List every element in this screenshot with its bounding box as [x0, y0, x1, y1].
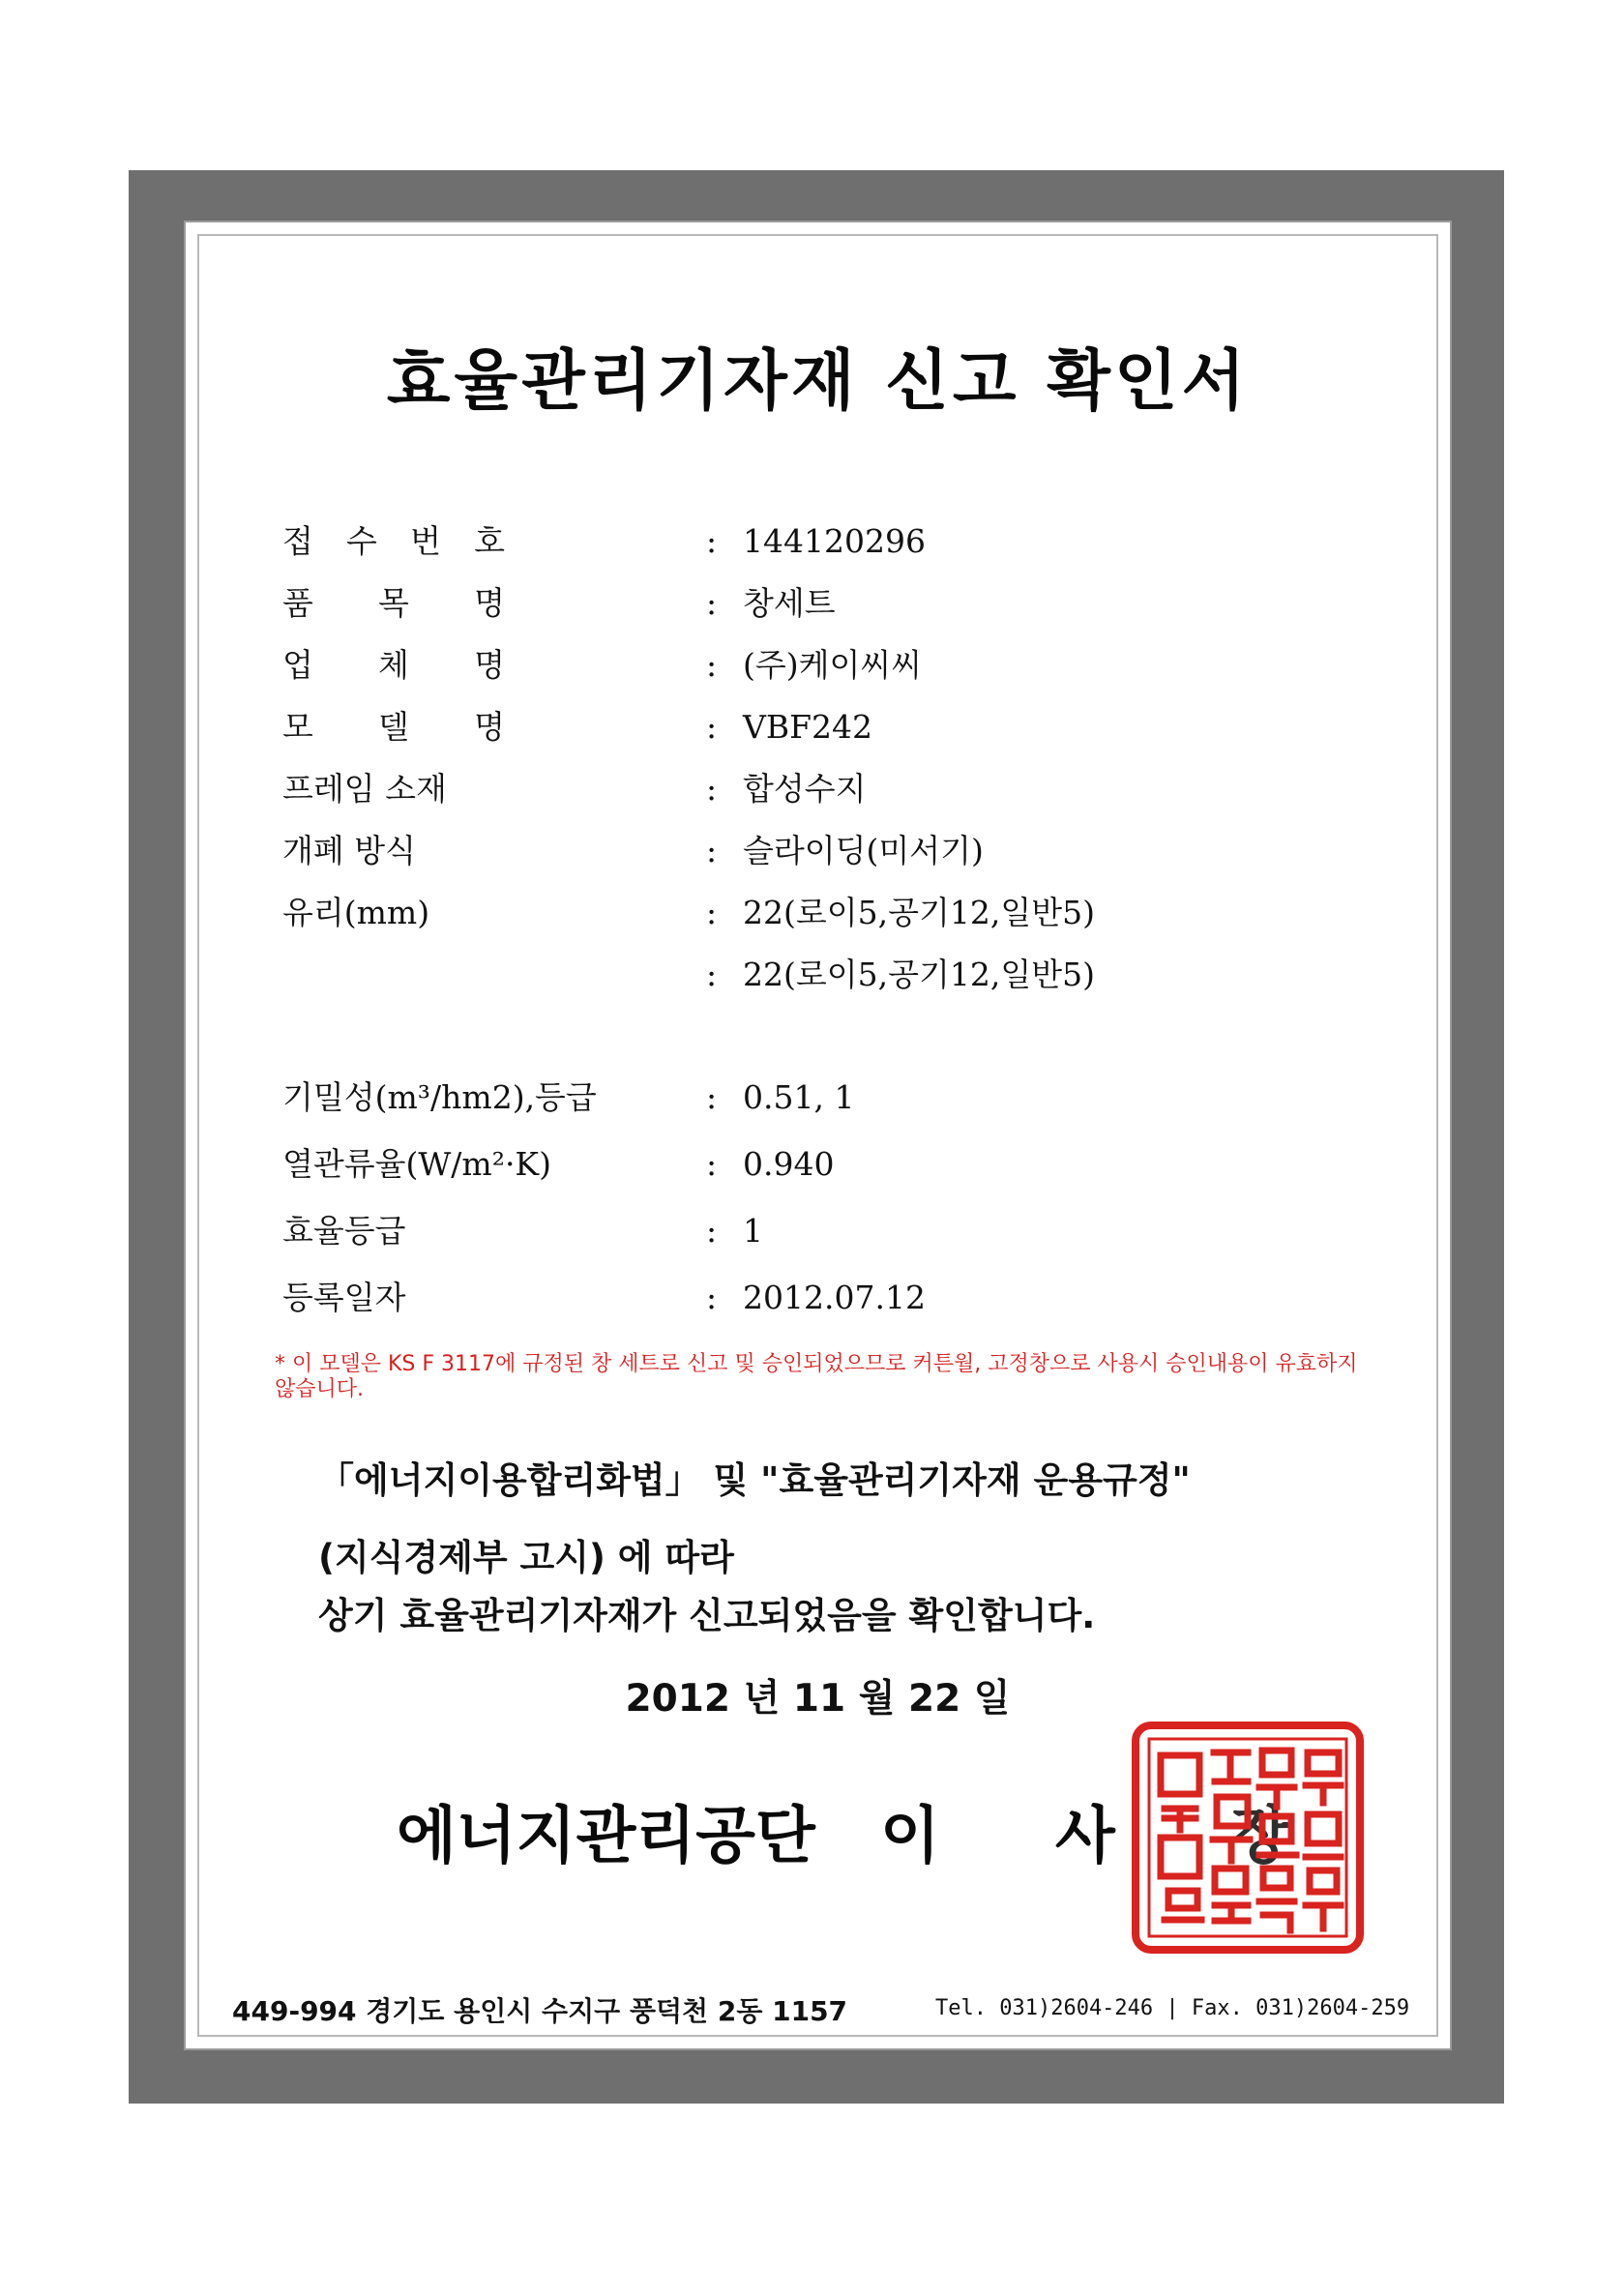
field-value: 슬라이딩(미서기) — [743, 832, 984, 869]
field-row-model — [282, 698, 1346, 756]
field-colon: : — [706, 894, 718, 931]
field-label — [282, 698, 505, 756]
official-seal-stamp — [1132, 1722, 1364, 1954]
field-label — [282, 636, 505, 694]
field-value: 0.940 — [743, 1145, 835, 1183]
field-value: VBF242 — [743, 708, 872, 746]
field-row-registration-date — [282, 1269, 1346, 1327]
field-row-frame-material — [282, 760, 1346, 818]
field-value: 22(로이5,공기12,일반5) — [743, 894, 1095, 931]
field-label: 프레임 소재 — [282, 770, 447, 808]
field-value: 2012.07.12 — [743, 1279, 926, 1316]
issuer-title-char: 장 — [1230, 1801, 1290, 1872]
label-char: 호 — [474, 522, 505, 560]
field-value: 1 — [743, 1212, 763, 1250]
label-char: 명 — [474, 584, 505, 622]
field-colon: : — [706, 1212, 718, 1250]
field-row-glass — [282, 884, 1346, 942]
field-colon: : — [706, 1279, 718, 1316]
label-char: 명 — [474, 646, 505, 684]
field-value: 22(로이5,공기12,일반5) — [743, 956, 1095, 993]
field-label: 유리(mm) — [282, 894, 430, 931]
label-char: 접 — [282, 522, 313, 560]
field-label: 개폐 방식 — [282, 832, 417, 869]
field-colon: : — [706, 956, 718, 993]
document-title: 효율관리기자재 신고 확인서 — [386, 343, 1250, 420]
field-colon: : — [706, 832, 718, 869]
field-colon: : — [706, 522, 718, 560]
field-row-company — [282, 636, 1346, 694]
field-value: 0.51, 1 — [743, 1078, 855, 1116]
label-char: 번 — [410, 522, 441, 560]
label-char: 목 — [378, 584, 409, 622]
field-colon: : — [706, 646, 718, 684]
note-text: * 이 모델은 KS F 3117에 규정된 창 세트로 신고 및 승인되었으므로 커튼월, 고정창으로 사용시 승인내용이 유효하지 않습니다. — [275, 1352, 1358, 1401]
field-row-glass-2 — [282, 946, 1346, 1004]
issuer-name — [397, 1786, 1290, 1875]
field-label: 효율등급 — [282, 1212, 406, 1250]
field-label: 열관류율(W/m²·K) — [282, 1145, 551, 1183]
field-colon: : — [706, 584, 718, 622]
field-colon: : — [706, 1078, 718, 1116]
issue-date: 2012 년 11 월 22 일 — [625, 1677, 1011, 1721]
field-value: 합성수지 — [743, 770, 867, 808]
field-row-product — [282, 574, 1346, 633]
field-row-opening-type — [282, 822, 1346, 880]
issuer-org: 에너지관리공단 — [397, 1801, 815, 1872]
field-value: (주)케이씨씨 — [743, 646, 923, 684]
label-char: 품 — [282, 584, 313, 622]
field-colon: : — [706, 1145, 718, 1183]
label-char: 체 — [378, 646, 409, 684]
document-page — [184, 221, 1452, 2050]
label-char: 수 — [346, 522, 377, 560]
issuer-title-char: 이 — [880, 1801, 940, 1872]
label-char: 업 — [282, 646, 313, 684]
footer-address: 449-994 경기도 용인시 수지구 풍덕천 2동 1157 — [232, 1995, 848, 2027]
field-row-airtightness — [282, 1069, 1346, 1127]
label-char: 델 — [378, 708, 409, 746]
field-value: 창세트 — [743, 584, 836, 622]
field-row-heat-transmission — [282, 1135, 1346, 1193]
field-label: 등록일자 — [282, 1279, 406, 1316]
body-line-2: (지식경제부 고시) 에 따라 — [318, 1537, 734, 1578]
field-label — [282, 574, 505, 633]
field-label: 기밀성(m³/hm2),등급 — [282, 1078, 597, 1116]
body-line-3: 상기 효율관리기자재가 신고되었음을 확인합니다. — [318, 1595, 1096, 1636]
footer-contact: Tel. 031)2604-246 | Fax. 031)2604-259 — [935, 1996, 1410, 2020]
field-row-efficiency-grade — [282, 1202, 1346, 1260]
field-label — [282, 513, 505, 571]
field-value: 144120296 — [743, 522, 926, 560]
issuer-title-char: 사 — [1055, 1801, 1115, 1872]
field-colon: : — [706, 770, 718, 808]
label-char: 모 — [282, 708, 313, 746]
body-line-1: 「에너지이용합리화법」 및 "효율관리기자재 운용규정" — [318, 1459, 1191, 1501]
field-row-receipt-number — [282, 513, 1346, 571]
label-char: 명 — [474, 708, 505, 746]
field-colon: : — [706, 708, 718, 746]
